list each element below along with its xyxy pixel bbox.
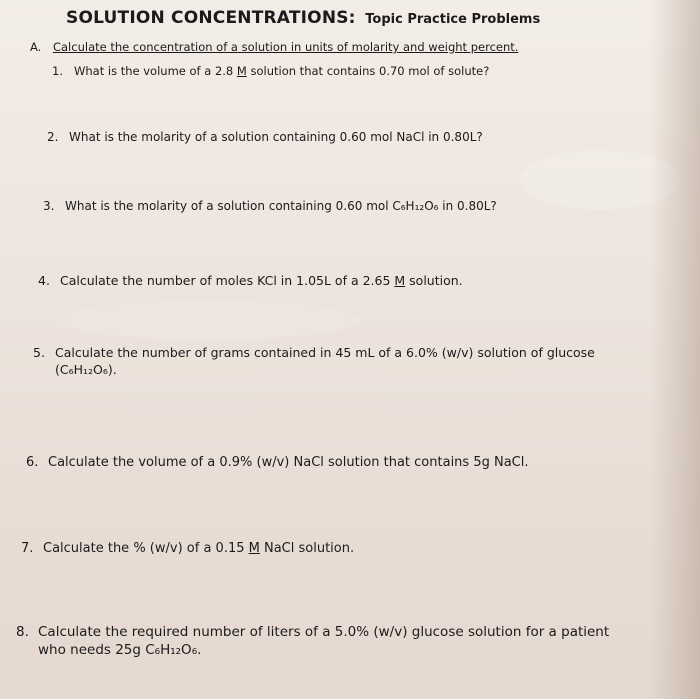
question-text: What is the molarity of a solution containing 0.60 mol C₆H₁₂O₆ in 0.80L? (65, 199, 497, 213)
question-number: 5. (33, 345, 45, 360)
question-number: 4. (38, 273, 50, 288)
question-8 (16, 624, 609, 658)
question-4 (38, 273, 463, 288)
question-text: Calculate the required number of liters of a 5.0% (w/v) glucose solution for a patient (38, 624, 610, 640)
question-text-end: solution. (405, 273, 463, 288)
molarity-unit: M (248, 541, 260, 556)
question-text-end: NaCl solution. (259, 541, 355, 556)
question-number: 1. (52, 64, 63, 78)
question-number: 8. (16, 624, 29, 640)
question-3 (43, 199, 497, 213)
question-2 (47, 130, 483, 144)
question-text-start: What is the volume of a 2.8 (74, 64, 237, 78)
question-text: Calculate the volume of a 0.9% (w/v) NaCl solution that contains 5g NaCl. (48, 455, 529, 470)
question-text-end: solution that contains 0.70 mol of solute? (246, 64, 490, 78)
question-text: What is the molarity of a solution containing 0.60 mol NaCl in 0.80L? (69, 130, 483, 144)
paper-highlight (60, 300, 360, 340)
question-text-continued: who needs 25g C₆H₁₂O₆. (38, 642, 202, 658)
question-text-start: Calculate the number of moles KCl in 1.05L of a 2.65 (60, 273, 395, 288)
section-text: Calculate the concentration of a solution in units of molarity and weight percent. (52, 40, 519, 54)
page-shadow (650, 0, 700, 699)
question-number: 3. (43, 199, 55, 213)
molarity-unit: M (236, 64, 247, 78)
question-number: 2. (47, 130, 59, 144)
page-title (66, 8, 540, 28)
molarity-unit: M (394, 273, 406, 288)
question-5 (33, 345, 595, 377)
question-number: 7. (21, 541, 34, 556)
question-number: 6. (26, 455, 39, 470)
question-1 (52, 64, 489, 78)
question-text: Calculate the number of grams contained in 45 mL of a 6.0% (w/v) solution of glucose (55, 345, 595, 360)
question-7 (21, 541, 354, 556)
question-text-continued: (C₆H₁₂O₆). (55, 362, 117, 377)
section-letter: A. (30, 40, 42, 54)
question-6 (26, 455, 529, 470)
question-text-start: Calculate the % (w/v) of a 0.15 (43, 541, 249, 556)
title-subtitle: Topic Practice Problems (365, 12, 541, 27)
section-heading (30, 40, 518, 54)
title-main: SOLUTION CONCENTRATIONS: (66, 8, 356, 28)
